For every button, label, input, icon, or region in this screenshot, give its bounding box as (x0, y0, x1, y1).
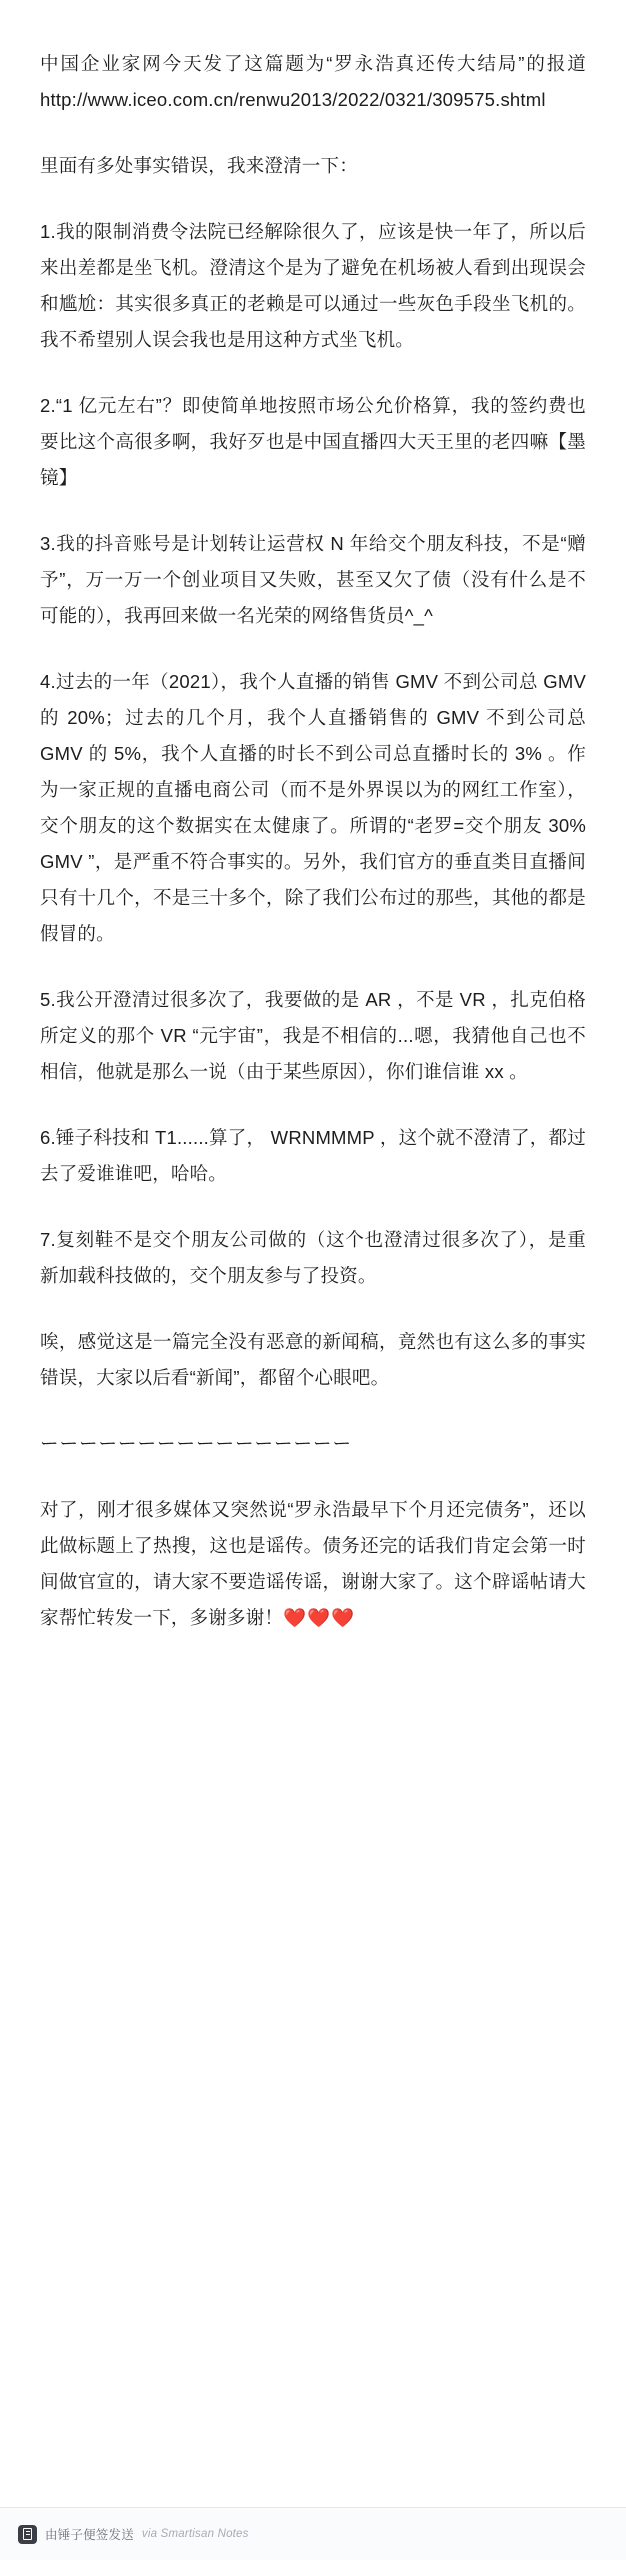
paragraph-intro: 里面有多处事实错误，我来澄清一下： (40, 155, 358, 176)
paragraph-source-link: 中国企业家网今天发了这篇题为“罗永浩真还传大结局”的报道 http://www.iceo.com.cn/renwu2013/2022/0321/309575.shtml (40, 53, 592, 110)
paragraph-point-6: 6.锤子科技和 T1......算了， WRNMMMP ，这个就不澄清了，都过去了爱谁谁吧，哈哈。 (40, 1127, 586, 1184)
footer-via-label: via Smartisan Notes (141, 2528, 249, 2540)
heart-icons: ❤️❤️❤️ (283, 1607, 356, 1628)
closing-text: 对了，刚才很多媒体又突然说“罗永浩最早下个月还完债务”，还以此做标题上了热搜，这也是谣传。债务还完的话我们肯定会第一时间做官宣的，请大家不要造谣传谣，谢谢大家了。这个辟谣帖请大家帮忙转发一下，多谢多谢！ (40, 1499, 586, 1628)
paragraph-point-7: 7.复刻鞋不是交个朋友公司做的（这个也澄清过很多次了），是重新加载科技做的，交个朋友参与了投资。 (40, 1229, 586, 1286)
paragraph-point-5: 5.我公开澄清过很多次了，我要做的是 AR ，不是 VR ，扎克伯格所定义的那个 VR “元宇宙”，我是不相信的...嗯，我猜他自己也不相信，他就是那么一说（由于某些原因），你们谁信谁 xx 。 (40, 989, 586, 1082)
app-footer (0, 2507, 626, 2560)
paragraph-point-1: 1.我的限制消费令法院已经解除很久了，应该是快一年了，所以后来出差都是坐飞机。澄清这个是为了避免在机场被人看到出现误会和尴尬：其实很多真正的老赖是可以通过一些灰色手段坐飞机的。我不希望别人误会我也是用这种方式坐飞机。 (40, 221, 586, 350)
paragraph-point-4: 4.过去的一年（2021），我个人直播的销售 GMV 不到公司总 GMV 的 20%；过去的几个月，我个人直播销售的 GMV 不到公司总 GMV 的 5%，我个人直播的时长不到公司总直播时长的 3% 。作为一家正规的直播电商公司（而不是外界误以为的网红工作室），交个朋友的这个数据实在太健康了。所谓的“老罗=交个朋友 30% GMV ”，是严重不符合事实的。另外，我们官方的垂直类目直播间只有十几个，不是三十多个，除了我们公布过的那些，其他的都是假冒的。 (40, 671, 592, 944)
notes-app-icon (18, 2525, 37, 2544)
paragraph-closing (40, 1492, 586, 1636)
paragraph-conclusion: 唉，感觉这是一篇完全没有恶意的新闻稿，竟然也有这么多的事实错误，大家以后看“新闻”，都留个心眼吧。 (40, 1331, 586, 1388)
paragraph-point-3: 3.我的抖音账号是计划转让运营权 N 年给交个朋友科技，不是“赠予”，万一万一个创业项目又失败，甚至又欠了债（没有什么是不可能的），我再回来做一名光荣的网络售货员^_^ (40, 533, 586, 626)
section-divider: ーーーーーーーーーーーーーーーー (40, 1433, 353, 1454)
paragraph-point-2: 2.“1 亿元左右”？即使简单地按照市场公允价格算，我的签约费也要比这个高很多啊，我好歹也是中国直播四大天王里的老四嘛【墨镜】 (40, 395, 586, 488)
footer-label: 由锤子便签发送 (45, 2528, 134, 2542)
